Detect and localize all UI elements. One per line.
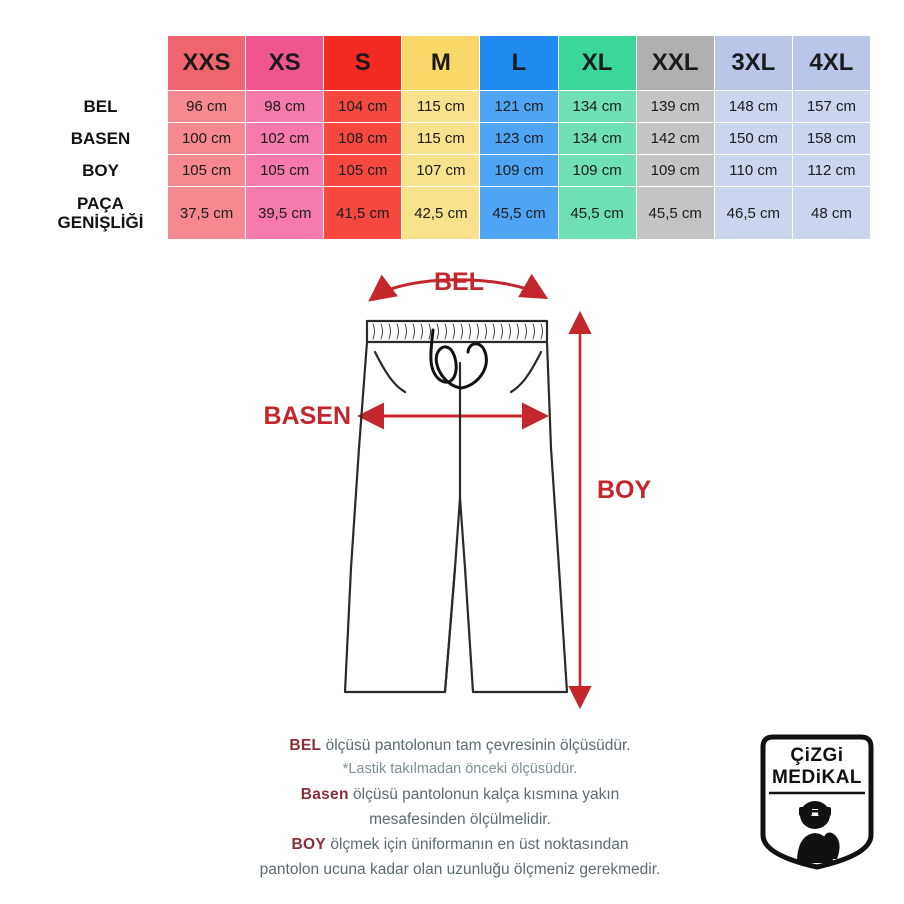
table-cell: 45,5 cm — [480, 187, 558, 240]
table-cell: 42,5 cm — [402, 187, 480, 240]
table-cell: 45,5 cm — [636, 187, 714, 240]
table-cell: 96 cm — [168, 91, 246, 123]
brand-logo — [757, 731, 877, 871]
note-line-2: *Lastik takılmadan önceki ölçüsüdür. — [342, 761, 578, 778]
table-cell: 134 cm — [558, 91, 636, 123]
table-row — [34, 123, 871, 155]
table-column-header-m: M — [402, 36, 480, 91]
table-cell: 121 cm — [480, 91, 558, 123]
boy-label: BOY — [597, 476, 652, 504]
table-header-row — [34, 36, 871, 91]
table-column-header-xl: XL — [558, 36, 636, 91]
table-cell: 100 cm — [168, 123, 246, 155]
note-keyword-bel: BEL — [289, 737, 322, 754]
note-line-5 — [210, 832, 710, 857]
table-cell: 105 cm — [168, 155, 246, 187]
table-cell: 46,5 cm — [714, 187, 792, 240]
table-cell: 115 cm — [402, 91, 480, 123]
pants-outline — [345, 321, 567, 692]
row-label-line-1: PAÇA — [77, 193, 124, 213]
note-line-5-text: ölçmek için üniformanın en üst noktasından — [326, 835, 629, 853]
table-cell: 48 cm — [792, 187, 870, 240]
logo-text-bottom: MEDiKAL — [771, 767, 863, 788]
note-keyword-boy: BOY — [291, 835, 327, 853]
note-line-4: mesafesinden ölçülmelidir. — [369, 810, 551, 828]
table-cell: 109 cm — [636, 155, 714, 187]
row-label-basen: BASEN — [34, 123, 168, 155]
row-label-bel: BEL — [34, 91, 168, 123]
table-cell: 110 cm — [714, 155, 792, 187]
table-column-header-4xl: 4XL — [792, 36, 870, 91]
measurement-notes — [210, 733, 710, 882]
note-line-3 — [210, 782, 710, 807]
table-cell: 45,5 cm — [558, 187, 636, 240]
table-cell: 98 cm — [246, 91, 324, 123]
note-line-1-text: ölçüsü pantolonun tam çevresinin ölçüsüdür. — [321, 737, 631, 754]
table-cell: 41,5 cm — [324, 187, 402, 240]
table-cell: 112 cm — [792, 155, 870, 187]
table-cell: 139 cm — [636, 91, 714, 123]
row-label-line-2: GENİŞLİĞİ — [57, 213, 144, 232]
table-cell: 104 cm — [324, 91, 402, 123]
table-cell: 37,5 cm — [168, 187, 246, 240]
table-cell: 148 cm — [714, 91, 792, 123]
table-cell: 115 cm — [402, 123, 480, 155]
table-cell: 157 cm — [792, 91, 870, 123]
note-line-1 — [210, 733, 710, 758]
logo-text-top: ÇiZGi — [790, 745, 844, 766]
table-cell: 108 cm — [324, 123, 402, 155]
drawstring — [431, 330, 487, 388]
table-column-header-s: S — [324, 36, 402, 91]
table-cell: 39,5 cm — [246, 187, 324, 240]
table-cell: 107 cm — [402, 155, 480, 187]
table-row — [34, 155, 871, 187]
note-keyword-basen: Basen — [300, 785, 349, 803]
basen-label: BASEN — [263, 402, 351, 430]
table-column-header-xs: XS — [246, 36, 324, 91]
table-cell: 109 cm — [558, 155, 636, 187]
table-row — [34, 187, 871, 240]
table-column-header-3xl: 3XL — [714, 36, 792, 91]
bel-label: BEL — [434, 268, 484, 296]
table-column-header-l: L — [480, 36, 558, 91]
table-cell: 150 cm — [714, 123, 792, 155]
table-cell: 105 cm — [246, 155, 324, 187]
size-table-container — [33, 35, 871, 240]
table-corner-cell — [34, 36, 168, 91]
table-cell: 158 cm — [792, 123, 870, 155]
table-cell: 102 cm — [246, 123, 324, 155]
table-column-header-xxs: XXS — [168, 36, 246, 91]
row-label-boy: BOY — [34, 155, 168, 187]
note-line-6: pantolon ucuna kadar olan uzunluğu ölçmeniz gerekmedir. — [259, 860, 661, 878]
table-row — [34, 91, 871, 123]
row-label-paça-geni̇şli̇ği̇ — [34, 187, 168, 240]
note-line-3-text: ölçüsü pantolonun kalça kısmına yakın — [348, 785, 620, 803]
table-cell: 123 cm — [480, 123, 558, 155]
table-cell: 134 cm — [558, 123, 636, 155]
pants-measurement-diagram — [255, 268, 675, 718]
table-column-header-xxl: XXL — [636, 36, 714, 91]
table-cell: 142 cm — [636, 123, 714, 155]
size-table — [33, 35, 871, 240]
table-cell: 109 cm — [480, 155, 558, 187]
table-cell: 105 cm — [324, 155, 402, 187]
